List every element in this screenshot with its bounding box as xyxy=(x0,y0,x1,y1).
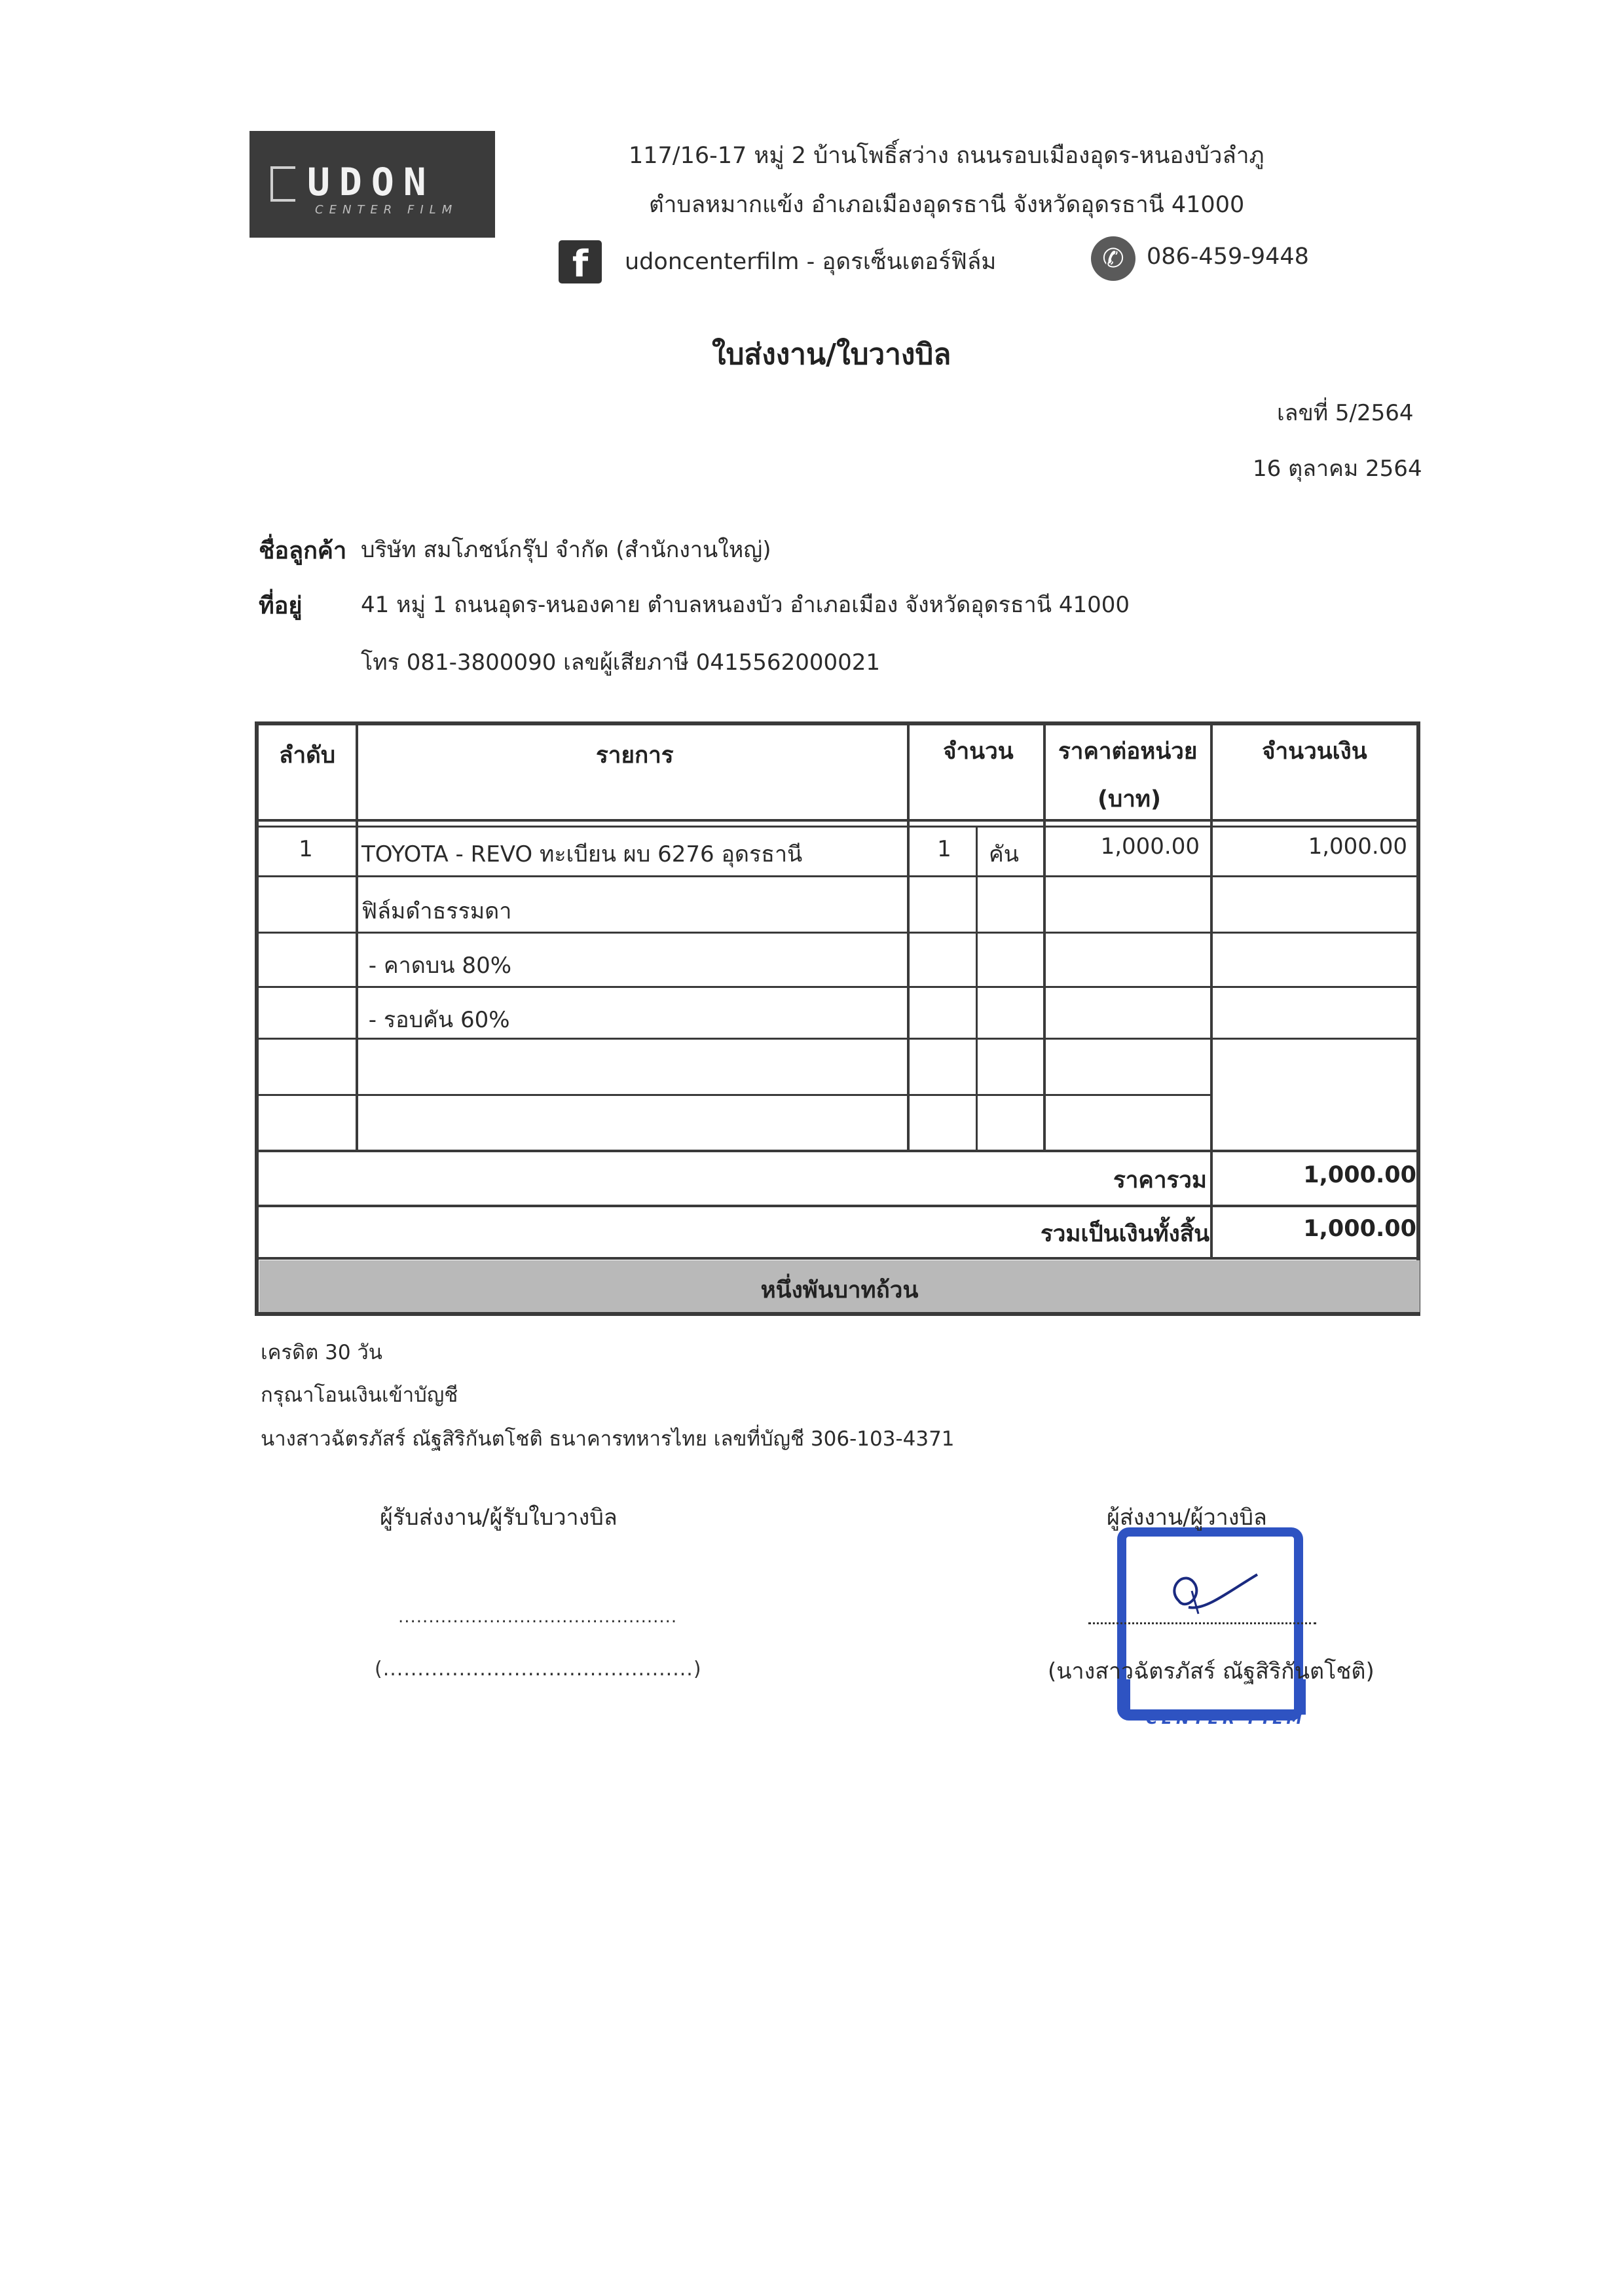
subtotal-value: 1,000.00 xyxy=(1303,1162,1416,1188)
company-logo xyxy=(249,131,495,238)
row2-item: ฟิล์มดำธรรมดา xyxy=(361,898,512,924)
row1-item: TOYOTA - REVO ทะเบียน ผบ 6276 อุดรธานี xyxy=(361,841,803,867)
logo-word: UDON xyxy=(307,160,435,204)
logo-mark xyxy=(270,166,295,202)
phone-number: 086-459-9448 xyxy=(1147,244,1309,270)
receiver-signature-line: .............................................. xyxy=(398,1607,678,1627)
header-unit-price: ราคาต่อหน่วย xyxy=(1058,738,1198,765)
row1-no: 1 xyxy=(299,836,313,862)
facebook-icon: f xyxy=(559,240,602,283)
stamp-text: CENTER FILM xyxy=(1146,1709,1306,1728)
row1-unit: คัน xyxy=(989,841,1019,867)
header-qty: จำนวน xyxy=(943,738,1014,765)
sender-name: (นางสาวฉัตรภัสร์ ณัฐสิริกันตโชติ) xyxy=(1048,1658,1375,1685)
header-no: ลำดับ xyxy=(279,742,336,769)
subtotal-label: ราคารวม xyxy=(1113,1167,1207,1194)
customer-name: บริษัท สมโภชน์กรุ๊ป จำกัด (สำนักงานใหญ่) xyxy=(361,537,771,563)
row4-item: - รอบคัน 60% xyxy=(361,1007,510,1033)
customer-contact: โทร 081-3800090 เลขผู้เสียภาษี 0415562000021 xyxy=(361,649,880,676)
document-date: 16 ตุลาคม 2564 xyxy=(1253,456,1422,482)
row1-qty: 1 xyxy=(937,836,951,862)
header-item: รายการ xyxy=(596,742,674,769)
row1-amount: 1,000.00 xyxy=(1308,833,1407,860)
row1-price: 1,000.00 xyxy=(1100,833,1200,860)
phone-icon: ✆ xyxy=(1091,236,1135,281)
receiver-name-line: (.............................................) xyxy=(375,1658,702,1681)
amount-in-words: หนึ่งพันบาทถ้วน xyxy=(760,1277,919,1303)
total-label: รวมเป็นเงินทั้งสิ้น xyxy=(1040,1221,1209,1247)
transfer-note: กรุณาโอนเงินเข้าบัญชี xyxy=(261,1383,458,1407)
header-amount: จำนวนเงิน xyxy=(1262,738,1367,765)
facebook-name: udoncenterfilm - อุดรเซ็นเตอร์ฟิล์ม xyxy=(625,249,997,275)
customer-name-label: ชื่อลูกค้า xyxy=(259,538,347,564)
bank-account: นางสาวฉัตรภัสร์ ณัฐสิริกันตโชติ ธนาคารทหารไทย เลขที่บัญชี 306-103-4371 xyxy=(261,1427,955,1451)
document-number: เลขที่ 5/2564 xyxy=(1277,400,1414,426)
document-title: ใบส่งงาน/ใบวางบิล xyxy=(712,338,951,371)
credit-note: เครดิต 30 วัน xyxy=(261,1341,382,1364)
company-address-line1: 117/16-17 หมู่ 2 บ้านโพธิ์สว่าง ถนนรอบเมืองอุดร-หนองบัวลำภู xyxy=(629,143,1264,169)
customer-address: 41 หมู่ 1 ถนนอุดร-หนองคาย ตำบลหนองบัว อำเภอเมือง จังหวัดอุดรธานี 41000 xyxy=(361,592,1130,618)
company-address-line2: ตำบลหมากแข้ง อำเภอเมืองอุดรธานี จังหวัดอุดรธานี 41000 xyxy=(649,192,1245,218)
logo-subtitle: CENTER FILM xyxy=(315,203,458,217)
receiver-label: ผู้รับส่งงาน/ผู้รับใบวางบิล xyxy=(380,1504,618,1531)
customer-address-label: ที่อยู่ xyxy=(259,592,303,619)
sender-label: ผู้ส่งงาน/ผู้วางบิล xyxy=(1107,1504,1267,1531)
row3-item: - คาดบน 80% xyxy=(361,953,512,979)
header-unit-price-unit: (บาท) xyxy=(1098,786,1161,812)
total-value: 1,000.00 xyxy=(1303,1216,1416,1242)
sender-signature-line xyxy=(1088,1622,1316,1624)
